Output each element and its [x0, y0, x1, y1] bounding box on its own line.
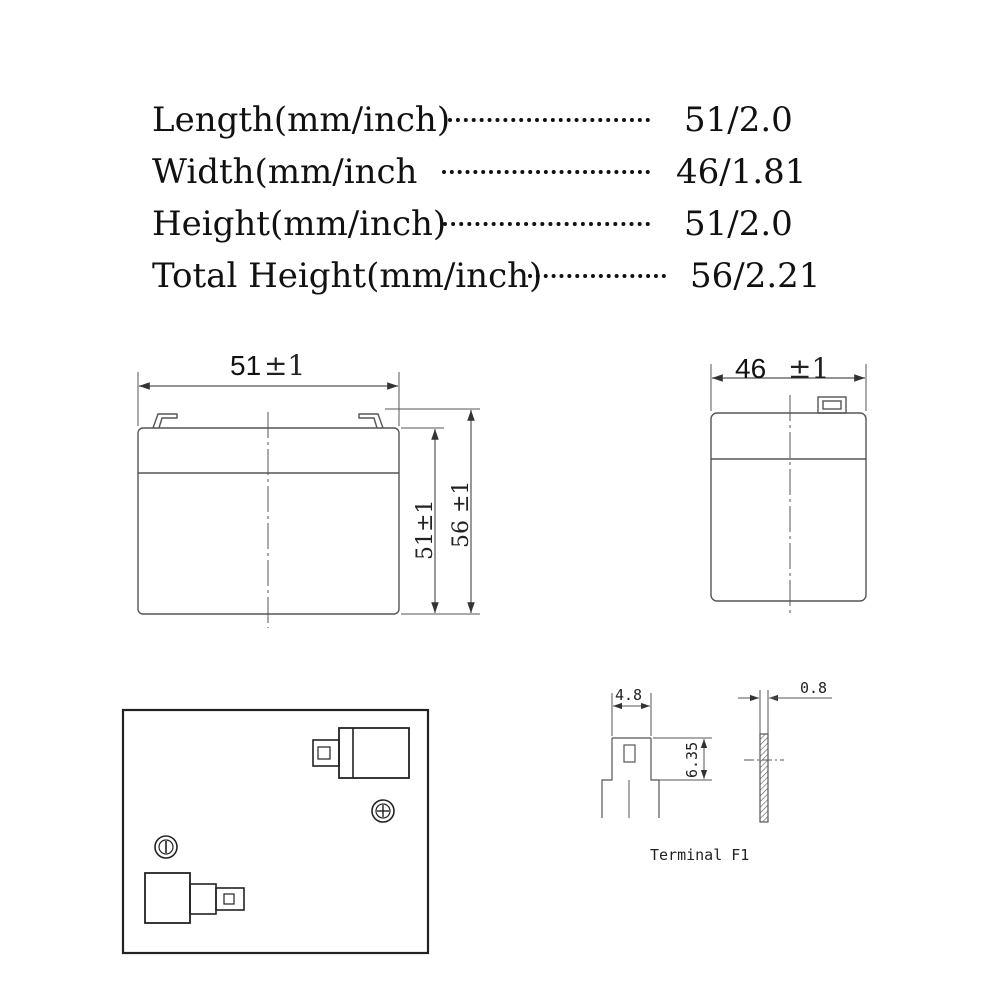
- terminal-post: [818, 397, 846, 413]
- spec-value-length: 51/2.0: [684, 100, 793, 140]
- width-dim-tolerance: ±1: [788, 352, 830, 385]
- length-dim-tolerance: ±1: [264, 349, 306, 382]
- battery-side-outline: [711, 413, 866, 601]
- side-view: [711, 364, 866, 613]
- terminal-detail: [602, 690, 832, 822]
- spec-label-length: Length(mm/inch): [152, 100, 451, 140]
- spec-value-total-height: 56/2.21: [690, 256, 821, 296]
- positive-terminal-block: [339, 728, 409, 778]
- terminal-side-section: [760, 734, 768, 822]
- positive-symbol-icon: [372, 800, 394, 822]
- spec-value-height: 51/2.0: [684, 204, 793, 244]
- length-dim-value: 51: [230, 350, 262, 381]
- width-dim-value: 46: [735, 353, 767, 384]
- terminal-hole: [624, 745, 635, 762]
- terminal-post-slot: [823, 401, 841, 409]
- top-view: [123, 710, 428, 953]
- spec-label-width: Width(mm/inch: [152, 152, 418, 192]
- negative-terminal-block: [145, 873, 190, 923]
- negative-symbol-icon: [155, 836, 177, 858]
- positive-terminal-hole: [318, 747, 330, 759]
- spec-label-total-height: Total Height(mm/inch): [152, 256, 543, 296]
- terminal-width-label: 4.8: [615, 686, 643, 704]
- positive-terminal-tab: [313, 740, 339, 766]
- height-dim-label: 51±1: [413, 499, 438, 560]
- total-height-dim-label: 56 ±1: [449, 480, 474, 548]
- terminal-tab-right: [359, 414, 383, 428]
- top-view-outline: [123, 710, 428, 953]
- terminal-profile-left: [602, 738, 612, 818]
- terminal-profile-right: [651, 738, 659, 818]
- terminal-caption: Terminal F1: [650, 846, 750, 864]
- spec-label-height: Height(mm/inch): [152, 204, 447, 244]
- negative-terminal-neck: [190, 884, 216, 914]
- negative-terminal-tab: [216, 888, 244, 910]
- terminal-height-label: 6.35: [683, 741, 701, 778]
- terminal-thickness-label: 0.8: [800, 679, 828, 697]
- spec-value-width: 46/1.81: [676, 152, 807, 192]
- terminal-tab-left: [153, 414, 177, 428]
- negative-terminal-hole: [224, 894, 234, 904]
